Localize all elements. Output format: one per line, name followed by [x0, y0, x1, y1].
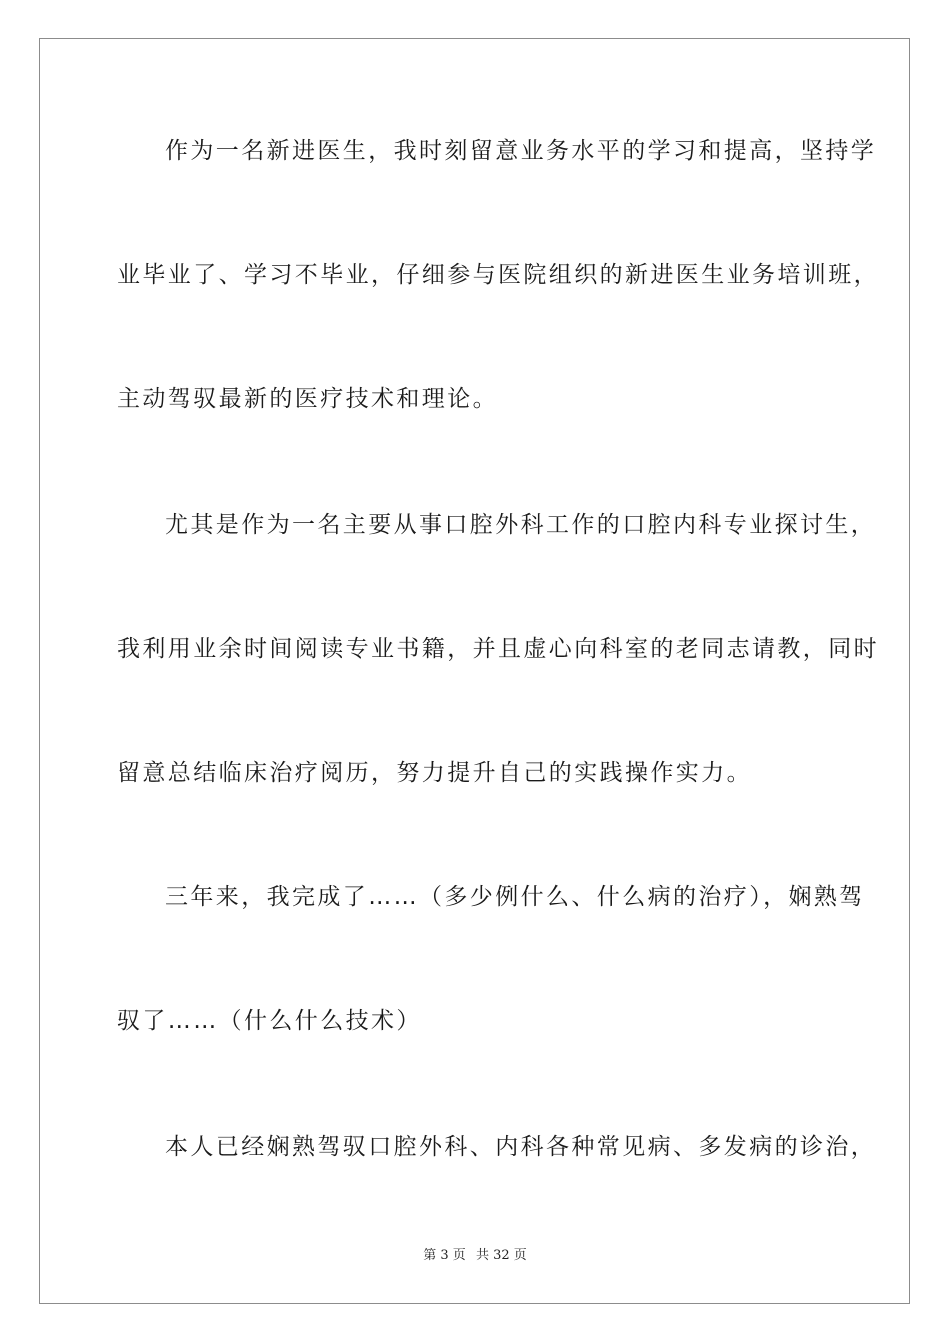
page-total: 共 32 页 [475, 1248, 527, 1263]
paragraph-1-line-3: 主动驾驭最新的医疗技术和理论。 [117, 386, 498, 412]
paragraph-2-line-2: 我利用业余时间阅读专业书籍，并且虚心向科室的老同志请教，同时 [117, 636, 879, 662]
paragraph-3-line-2: 驭了……（什么什么技术） [117, 1008, 422, 1034]
paragraph-3-line-1: 三年来，我完成了……（多少例什么、什么病的治疗），娴熟驾 [165, 884, 865, 910]
paragraph-2-line-3: 留意总结临床治疗阅历，努力提升自己的实践操作实力。 [117, 760, 752, 786]
page-border [39, 38, 910, 1304]
paragraph-1-line-2: 业毕业了、学习不毕业，仔细参与医院组织的新进医生业务培训班， [117, 262, 879, 288]
page-number: 第 3 页 [423, 1248, 466, 1263]
paragraph-2-line-1: 尤其是作为一名主要从事口腔外科工作的口腔内科专业探讨生， [165, 512, 877, 538]
paragraph-1-line-1: 作为一名新进医生，我时刻留意业务水平的学习和提高，坚持学 [165, 138, 877, 164]
paragraph-4-line-1: 本人已经娴熟驾驭口腔外科、内科各种常见病、多发病的诊治， [165, 1134, 877, 1160]
page-footer [0, 1248, 950, 1264]
